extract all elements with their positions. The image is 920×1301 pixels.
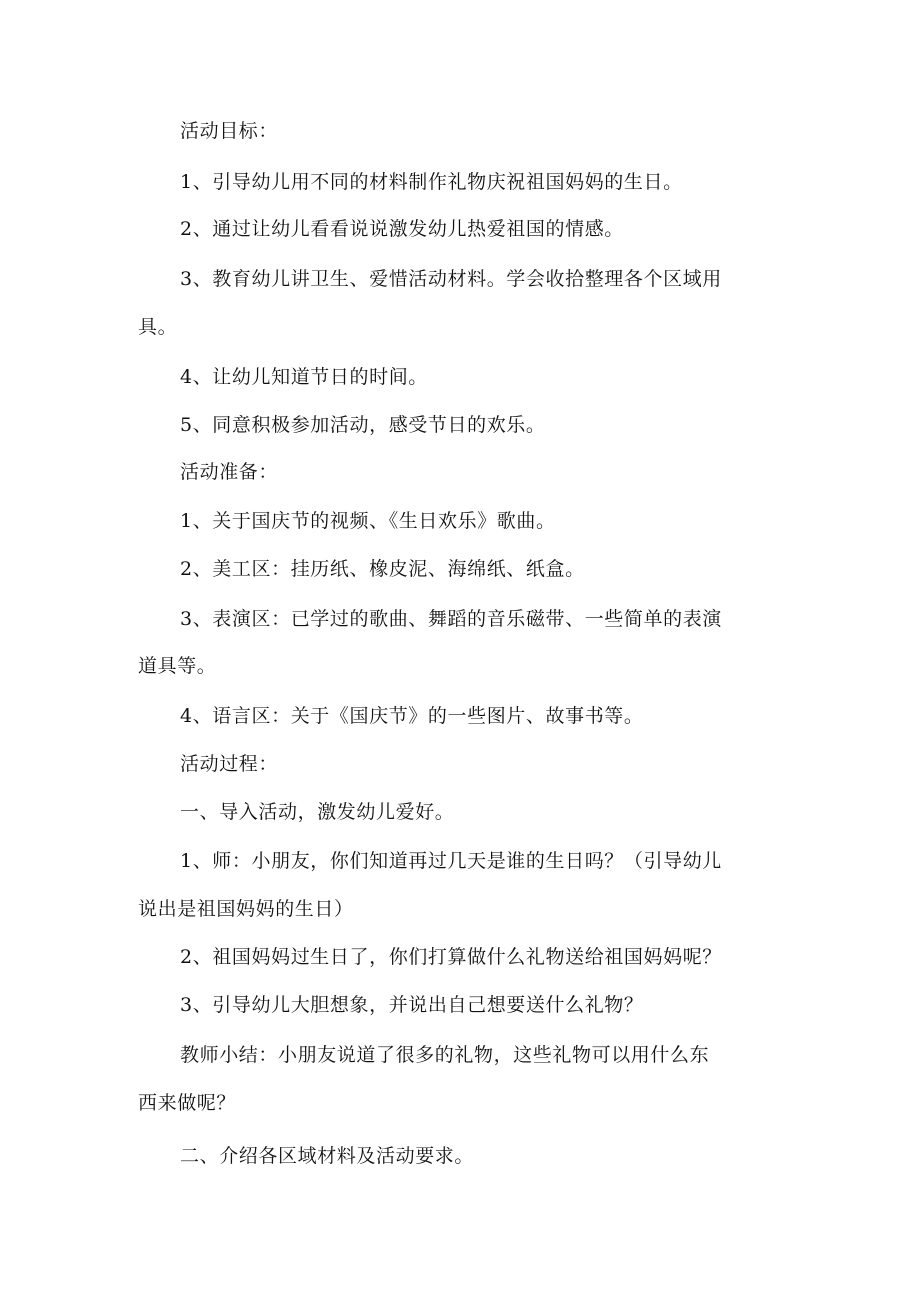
paragraph-line: 说出是祖国妈妈的生日） xyxy=(138,898,354,920)
paragraph-line: 3、表演区：已学过的歌曲、舞蹈的音乐磁带、一些简单的表演 xyxy=(180,608,722,630)
paragraph-line: 教师小结：小朋友说道了很多的礼物，这些礼物可以用什么东 xyxy=(180,1044,710,1066)
paragraph-line: 具。 xyxy=(138,316,178,338)
section-heading-preparation: 活动准备： xyxy=(180,461,279,483)
section-heading-process: 活动过程： xyxy=(180,753,279,775)
paragraph-line: 5、同意积极参加活动，感受节日的欢乐。 xyxy=(180,414,546,436)
paragraph-line: 1、关于国庆节的视频、《生日欢乐》歌曲。 xyxy=(180,510,556,532)
paragraph-line: 4、语言区：关于《国庆节》的一些图片、故事书等。 xyxy=(180,705,644,727)
paragraph-line: 二、介绍各区域材料及活动要求。 xyxy=(180,1145,475,1167)
paragraph-line: 西来做呢？ xyxy=(138,1092,237,1114)
paragraph-line: 3、教育幼儿讲卫生、爱惜活动材料。学会收拾整理各个区域用 xyxy=(180,268,722,290)
paragraph-line: 1、引导幼儿用不同的材料制作礼物庆祝祖国妈妈的生日。 xyxy=(180,171,683,193)
paragraph-line: 一、导入活动，激发幼儿爱好。 xyxy=(180,801,455,823)
paragraph-line: 道具等。 xyxy=(138,655,217,677)
section-heading-goals: 活动目标： xyxy=(180,120,279,142)
paragraph-line: 2、美工区：挂历纸、橡皮泥、海绵纸、纸盒。 xyxy=(180,558,585,580)
paragraph-line: 3、引导幼儿大胆想象，并说出自己想要送什么礼物？ xyxy=(180,994,644,1016)
paragraph-line: 1、师：小朋友，你们知道再过几天是谁的生日吗？（引导幼儿 xyxy=(180,850,722,872)
paragraph-line: 2、通过让幼儿看看说说激发幼儿热爱祖国的情感。 xyxy=(180,218,624,240)
paragraph-line: 2、祖国妈妈过生日了，你们打算做什么礼物送给祖国妈妈呢？ xyxy=(180,946,722,968)
paragraph-line: 4、让幼儿知道节日的时间。 xyxy=(180,366,428,388)
